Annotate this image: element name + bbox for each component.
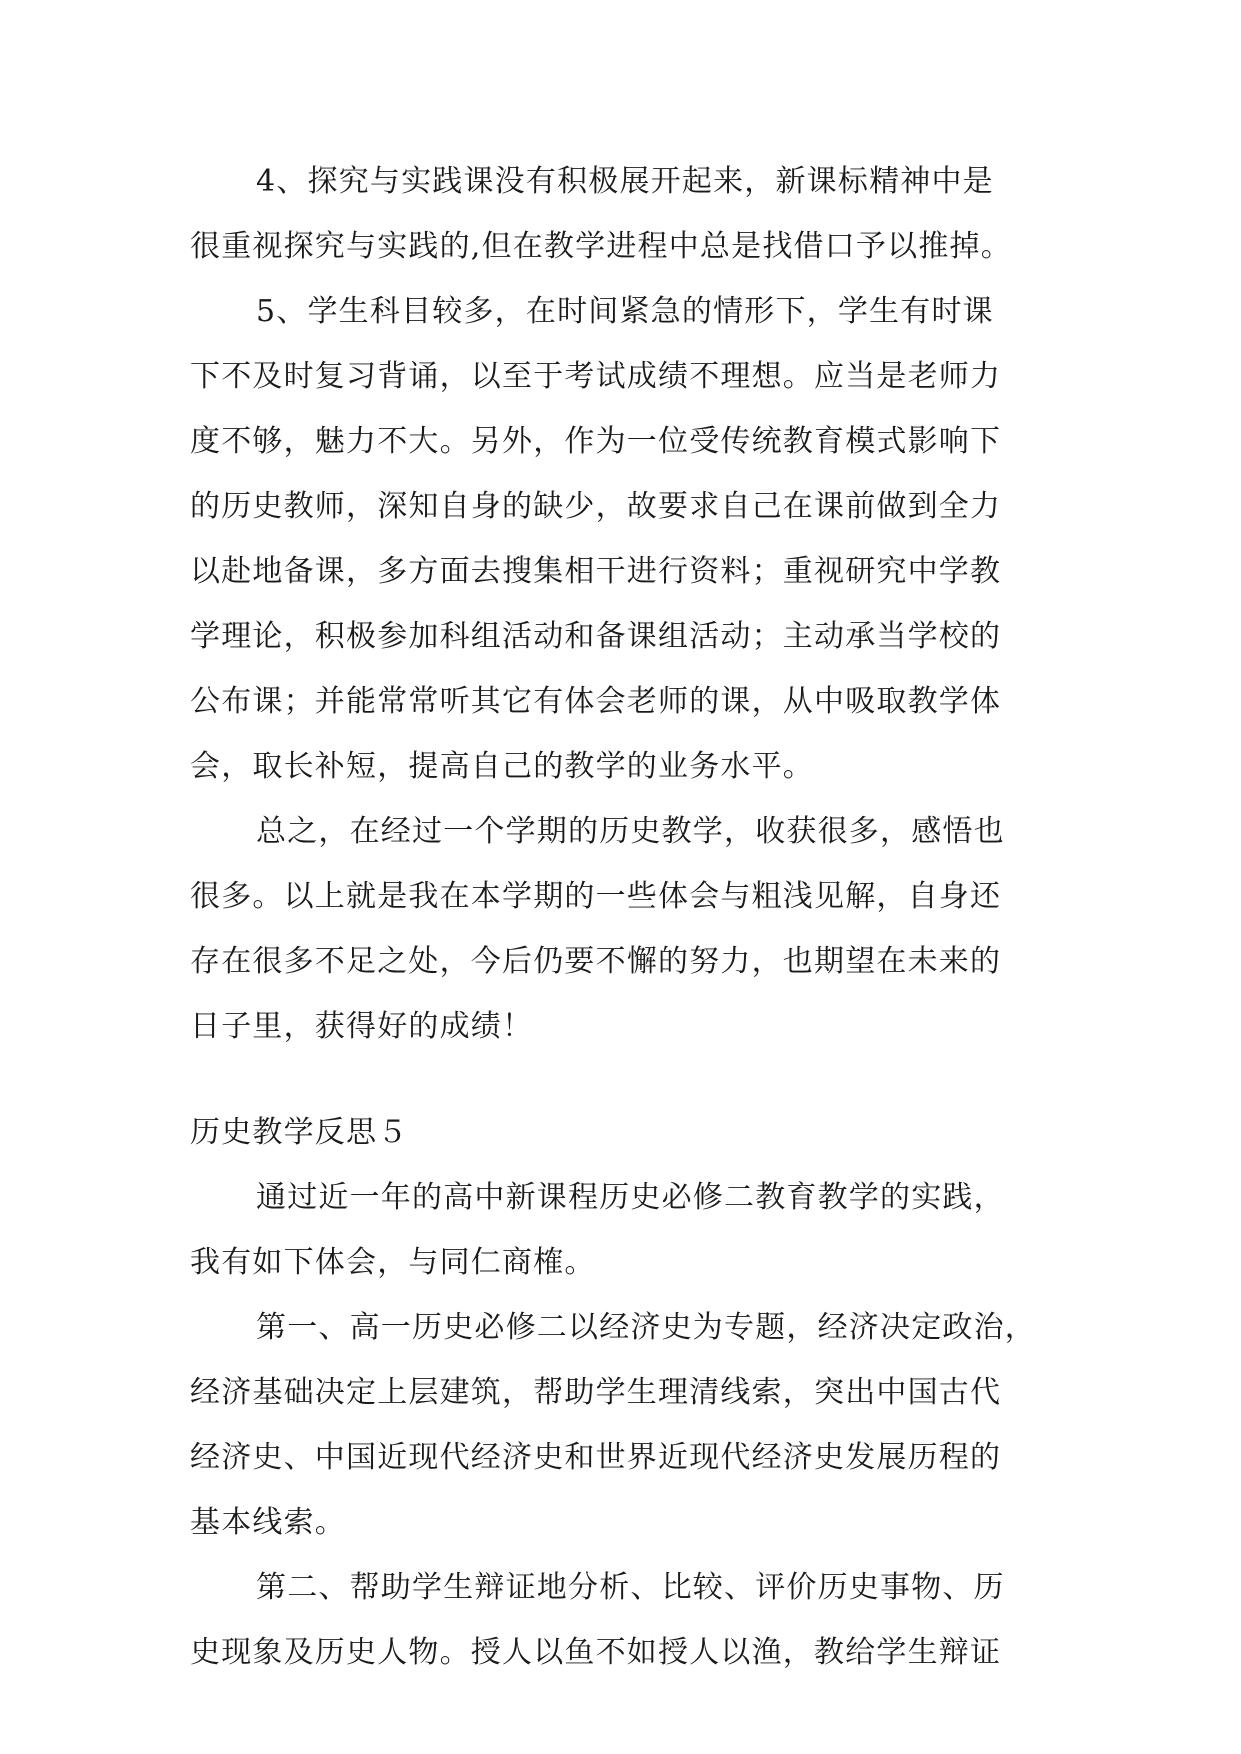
paragraph-line: 我有如下体会，与同仁商榷。 [190,1245,596,1280]
paragraph-line: 以赴地备课，多方面去搜集相干进行资料；重视研究中学教 [190,554,1002,589]
paragraph-line: 日子里，获得好的成绩！ [190,1009,534,1044]
section-heading: 历史教学反思５ [190,1115,409,1150]
paragraph-line: 下不及时复习背诵，以至于考试成绩不理想。应当是老师力 [190,359,1002,394]
paragraph-line: 4、探究与实践课没有积极展开起来，新课标精神中是 [256,164,994,199]
paragraph-line: 第二、帮助学生辩证地分析、比较、评价历史事物、历 [256,1570,1005,1605]
paragraph-line: 基本线索。 [190,1505,346,1540]
paragraph-line: 会，取长补短，提高自己的教学的业务水平。 [190,749,814,784]
paragraph-line: 的历史教师，深知自身的缺少，故要求自己在课前做到全力 [190,489,1002,524]
paragraph-line: 经济基础决定上层建筑，帮助学生理清线索，突出中国古代 [190,1375,1002,1410]
paragraph-line: 存在很多不足之处，今后仍要不懈的努力，也期望在未来的 [190,944,1002,979]
paragraph-line: 通过近一年的高中新课程历史必修二教育教学的实践， [256,1180,1005,1215]
paragraph-line: 经济史、中国近现代经济史和世界近现代经济史发展历程的 [190,1440,1002,1475]
paragraph-line: 第一、高一历史必修二以经济史为专题，经济决定政治， [256,1310,1036,1345]
paragraph-line: 很多。以上就是我在本学期的一些体会与粗浅见解，自身还 [190,879,1002,914]
paragraph-line: 学理论，积极参加科组活动和备课组活动；主动承当学校的 [190,619,1002,654]
paragraph-line: 很重视探究与实践的,但在教学进程中总是找借口予以推掉。 [190,229,1012,264]
paragraph-line: 度不够，魅力不大。另外，作为一位受传统教育模式影响下 [190,424,1002,459]
paragraph-line: 史现象及历史人物。授人以鱼不如授人以渔，教给学生辩证 [190,1635,1002,1670]
paragraph-line: 5、学生科目较多，在时间紧急的情形下，学生有时课 [256,294,994,329]
paragraph-line: 公布课；并能常常听其它有体会老师的课，从中吸取教学体 [190,684,1002,719]
paragraph-line: 总之，在经过一个学期的历史教学，收获很多，感悟也 [256,814,1005,849]
